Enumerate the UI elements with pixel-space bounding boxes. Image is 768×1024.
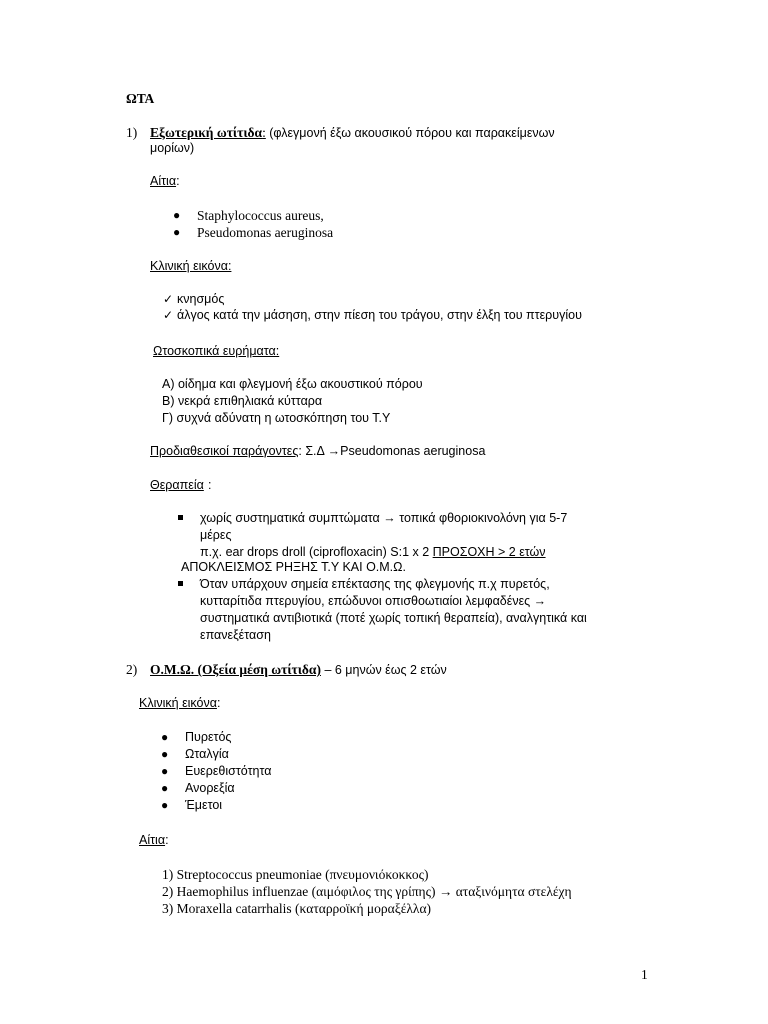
bullet-dot: ● xyxy=(173,225,181,239)
page-number: 1 xyxy=(641,967,648,982)
section-1-description-cont: μορίων) xyxy=(150,141,195,155)
otoscopic-item: Α) οίδημα και φλεγμονή έξω ακουστικού πόρου xyxy=(162,377,423,391)
causes-label-2: Αίτια: xyxy=(139,833,169,847)
cause-item: Pseudomonas aeruginosa xyxy=(197,225,334,240)
section-1-heading-line xyxy=(150,124,555,142)
clinical-label-1: Κλινική εικόνα: xyxy=(150,259,232,273)
therapy-label: Θεραπεία xyxy=(150,478,204,492)
therapy-item-cont: μέρες xyxy=(200,528,232,542)
square-bullet xyxy=(178,581,183,586)
predisposing-factors: Προδιαθεσικοί παράγοντες: Σ.Δ →Pseudomonas aeruginosa xyxy=(150,444,486,458)
section-1-heading: Εξωτερική ωτίτιδα xyxy=(150,125,263,140)
clinical-item: άλγος κατά την μάσηση, στην πίεση του τράγου, στην έλξη του πτερυγίου xyxy=(177,308,582,322)
bullet-dot: ● xyxy=(161,730,169,744)
document-page: ΩΤΑ 1) Εξωτερική ωτίτιδα: (φλεγμονή έξω ακουσικού πόρου και παρακείμενων μορίων) Αίτια: ● Staphylococcus aureus, ● Pseudomonas aeruginosa Κλινική εικόνα: ✓ κνησμός ✓ άλγος κατά την μάσηση, στην πίεση του τράγου, στην έλξη του πτερυγίου Ωτοσκοπικά ευρήματα: Α) οίδημα και φλεγμονή έξω ακουστικού πόρου Β) νεκρά επιθηλιακά κύτταρα Γ) συχνά αδύνατη η ωτοσκόπηση του Τ.Υ Προδιαθεσικοί παράγοντες: Σ.Δ →Pseudomonas aeruginosa Θεραπεία : χωρίς συστηματικά συμπτώματα → τοπικά φθοριοκινολόνη για 5-7 μέρες π.χ. ear drops droll (ciprofloxacin) S:1 x 2 ΠΡΟΣΟΧΗ > 2 ετών ΑΠΟΚΛΕΙΣΜΟΣ ΡΗΞΗΣ Τ.Υ ΚΑΙ Ο.Μ.Ω. Όταν υπάρχουν σημεία επέκτασης της φλεγμονής π.χ πυρετός, κυτταρίτιδα πτερυγίου, επώδυνοι οπισθοωτιαίοι λεμφαδένες → συστηματικά αντιβιοτικά (ποτέ χωρίς τοπική θεραπεία), αναλγητικά και επανεξέταση 2) Ο.Μ.Ω. (Οξεία μέση ωτίτιδα) – 6 μηνών έως 2 ετών Κλινική εικόνα: ● Πυρετός ● Ωταλγία ● Ευερεθιστότητα ● Ανορεξία ● Έμετοι Αίτια: 1) Streptococcus pneumoniae (πνευμονιόκοκκος) 2) Haemophilus influenzae (αιμόφιλος της γρίπης) → αταξινόμητα στελέχη 3) Moraxella catarrhalis (καταρροϊκή μοραξέλλα) 1 xyxy=(126,91,648,982)
symptom-item: Ανορεξία xyxy=(185,781,235,795)
symptom-item: Πυρετός xyxy=(185,730,232,744)
bullet-dot: ● xyxy=(161,781,169,795)
bullet-dot: ● xyxy=(161,798,169,812)
pathogen-item: 1) Streptococcus pneumoniae (πνευμονιόκοκκος) xyxy=(162,867,429,882)
otoscopic-item: Β) νεκρά επιθηλιακά κύτταρα xyxy=(162,394,323,408)
clinical-item: κνησμός xyxy=(177,292,225,306)
checkmark-icon: ✓ xyxy=(163,308,174,322)
therapy-item-cont: κυτταρίτιδα πτερυγίου, επώδυνοι οπισθοωτιαίοι λεμφαδένες → xyxy=(200,594,547,608)
therapy-example: π.χ. ear drops droll (ciprofloxacin) S:1 x 2 ΠΡΟΣΟΧΗ > 2 ετών xyxy=(200,545,546,559)
symptom-item: Ωταλγία xyxy=(185,747,229,761)
section-1-description: (φλεγμονή έξω ακουσικού πόρου και παρακείμενων xyxy=(269,126,555,140)
bullet-dot: ● xyxy=(161,764,169,778)
pathogen-item: 3) Moraxella catarrhalis (καταρροϊκή μοραξέλλα) xyxy=(162,901,432,916)
therapy-item-cont: επανεξέταση xyxy=(200,628,271,642)
pathogen-item: 2) Haemophilus influenzae (αιμόφιλος της γρίπης) → αταξινόμητα στελέχη xyxy=(162,884,572,899)
section-1-heading-colon: : xyxy=(262,125,266,140)
clinical-label-2: Κλινική εικόνα: xyxy=(139,696,221,710)
therapy-item: Όταν υπάρχουν σημεία επέκτασης της φλεγμονής π.χ πυρετός, xyxy=(200,577,550,591)
document-title: ΩΤΑ xyxy=(126,91,155,106)
square-bullet xyxy=(178,515,183,520)
therapy-exclusion: ΑΠΟΚΛΕΙΣΜΟΣ ΡΗΞΗΣ Τ.Υ ΚΑΙ Ο.Μ.Ω. xyxy=(181,560,406,574)
bullet-dot: ● xyxy=(173,208,181,222)
therapy-item-cont: συστηματικά αντιβιοτικά (ποτέ χωρίς τοπική θεραπεία), αναλγητικά και xyxy=(200,611,587,625)
section-1-number: 1) xyxy=(126,125,138,140)
therapy-item: χωρίς συστηματικά συμπτώματα → τοπικά φθοριοκινολόνη για 5-7 xyxy=(200,511,568,525)
section-2-heading-line: Ο.Μ.Ω. (Οξεία μέση ωτίτιδα) – 6 μηνών έως 2 ετών xyxy=(150,662,447,677)
symptom-item: Έμετοι xyxy=(185,798,223,812)
checkmark-icon: ✓ xyxy=(163,292,174,306)
section-2-number: 2) xyxy=(126,662,138,677)
otoscopic-item: Γ) συχνά αδύνατη η ωτοσκόπηση του Τ.Υ xyxy=(162,411,391,425)
cause-item: Staphylococcus aureus, xyxy=(197,208,324,223)
caution-note: ΠΡΟΣΟΧΗ > 2 ετών xyxy=(432,545,546,559)
otoscopic-label: Ωτοσκοπικά ευρήματα: xyxy=(153,344,280,358)
bullet-dot: ● xyxy=(161,747,169,761)
symptom-item: Ευερεθιστότητα xyxy=(185,764,272,778)
causes-label-1: Αίτια: xyxy=(150,174,180,188)
section-2-heading: Ο.Μ.Ω. (Οξεία μέση ωτίτιδα) xyxy=(150,662,321,677)
